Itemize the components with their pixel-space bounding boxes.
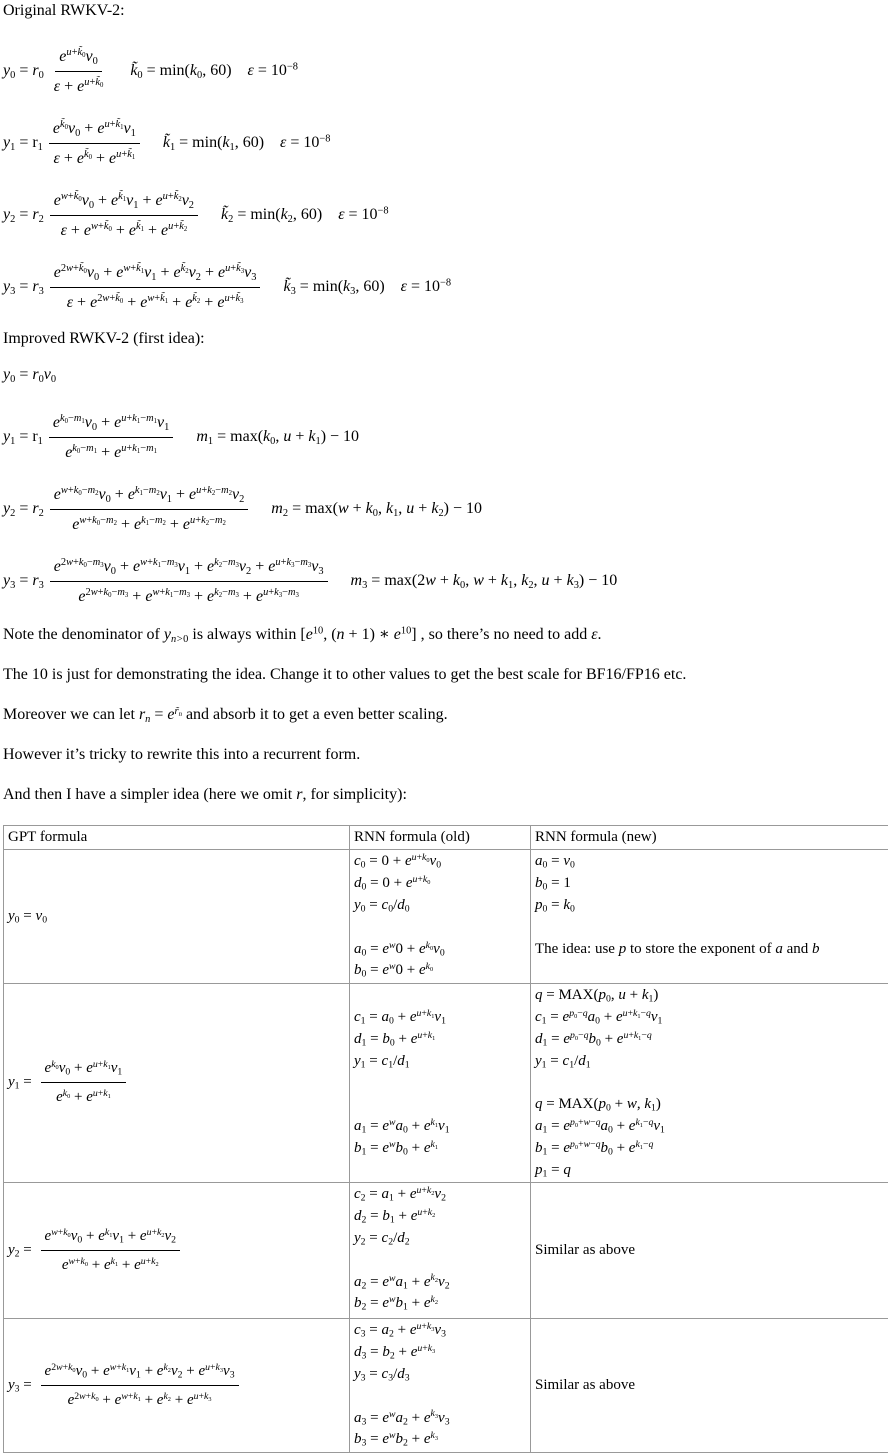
column-header-rnn-formula-old: RNN formula (old) [350,826,531,850]
cell-gpt-y2: $y_2$ = $\frac{e^{w+k_0}v_0 + e^{k_1}v_1 + e^{u+k_2}v_2}{e^{w+k_0} + e^{k_1} + e^{u+k_2}}$ [4,1182,350,1318]
equation-original-y0: $y_0 = r_0$ $\frac{e^{u+k̃_0}v_0}{\varepsilon + e^{u+k̃_0}}$ $k̃_0 = \min(k_0$, 60) $\varepsilon = 10^{-8}$ [3,41,888,101]
table-header-row [4,826,888,850]
cell-gpt-y1: $y_1$ = $\frac{e^{k_0}v_0 + e^{u+k_1}v_1}{e^{k_0} + e^{u+k_1}}$ [4,983,350,1182]
table-row-y0 [4,850,888,984]
cell-rnn-new-y1: $q = MAX(p_0$, $u + k_1$) $c_1 = e^{p_0-q}a_0 + e^{u+k_1-q}v_1$ $d_1 = e^{p_0-q}b_0 + e^{u+k_1-q}$ $y_1 = c_1/d_1$ $q = MAX(p_0 + w$, $k_1$) $a_1 = e^{p_0+w-q}a_0 + e^{k_1-q}v_1$ $b_1 = e^{p_0+w-q}b_0 + e^{k_1-q}$ $p_1 = q$ [531,983,888,1182]
paragraph-denominator-note: Note the denominator of $y_{n>0}$ is always within [$e^{10}$, (n + 1) ∗ $e^{10}$] , so there’s no need to add ε. [3,625,888,645]
cell-rnn-new-y3: Similar as above [531,1318,888,1452]
equation-original-y1: $y_1 = r_1$ $\frac{e^{k̃_0}v_0 + e^{u+k̃_1}v_1}{\varepsilon + e^{k̃_0} + e^{u+k̃_1}}$ $k̃_1 = \min(k_1$, 60) $\varepsilon = 10^{-8}$ [3,113,888,173]
equation-improved-y3: $y_3 = r_3$ $\frac{e^{2w+k_0-m_3}v_0 + e^{w+k_1-m_3}v_1 + e^{k_2-m_3}v_2 + e^{u+k_3-m_3}v_3}{e^{2w+k_0-m_3} + e^{w+k_1-m_3} + e^{k_2-m_3} + e^{u+k_3-m_3}}$ $m_3 = \max(2w + k_0$, $w + k_1$, $k_2$, $u + k_3) - 10$ [3,551,888,611]
table-row-y3 [4,1318,888,1452]
equation-improved-y2: $y_2 = r_2$ $\frac{e^{w+k_0-m_2}v_0 + e^{k_1-m_2}v_1 + e^{u+k_2-m_2}v_2}{e^{w+k_0-m_2} + e^{k_1-m_2} + e^{u+k_2-m_2}}$ $m_2 = \max(w + k_0$, $k_1$, $u + k_2) - 10$ [3,479,888,539]
equation-original-y3: $y_3 = r_3$ $\frac{e^{2w+k̃_0}v_0 + e^{w+k̃_1}v_1 + e^{k̃_2}v_2 + e^{u+k̃_3}v_3}{\varepsilon + e^{2w+k̃_0} + e^{w+k̃_1} + e^{k̃_2} + e^{u+k̃_3}}$ $k̃_3 = \min(k_3$, 60) $\varepsilon = 10^{-8}$ [3,257,888,317]
paragraph-simpler-idea: And then I have a simpler idea (here we omit r, for simplicity): [3,785,888,805]
table-row-y2 [4,1182,888,1318]
cell-rnn-new-y2: Similar as above [531,1182,888,1318]
cell-gpt-y0: $y_0 = v_0$ [4,850,350,984]
cell-rnn-new-y0: $a_0 = v_0$ $b_0 = 1$ $p_0 = k_0$ The idea: use p to store the exponent of a and b [531,850,888,984]
paragraph-tricky-note: However it’s tricky to rewrite this into a recurrent form. [3,745,888,765]
paragraph-absorb-note: Moreover we can let $r_n = e^{r̃_n}$ and absorb it to get a even better scaling. [3,705,888,725]
cell-rnn-old-y2: $c_2 = a_1 + e^{u+k_2}v_2$ $d_2 = b_1 + e^{u+k_2}$ $y_2 = c_2/d_2$ $a_2 = e^wa_1 + e^{k_2}v_2$ $b_2 = e^wb_1 + e^{k_2}$ [350,1182,531,1318]
column-header-rnn-formula-new: RNN formula (new) [531,826,888,850]
cell-rnn-old-y1: $c_1 = a_0 + e^{u+k_1}v_1$ $d_1 = b_0 + e^{u+k_1}$ $y_1 = c_1/d_1$ $a_1 = e^wa_0 + e^{k_1}v_1$ $b_1 = e^wb_0 + e^{k_1}$ [350,983,531,1182]
equation-original-y2: $y_2 = r_2$ $\frac{e^{w+k̃_0}v_0 + e^{k̃_1}v_1 + e^{u+k̃_2}v_2}{\varepsilon + e^{w+k̃_0} + e^{k̃_1} + e^{u+k̃_2}}$ $k̃_2 = \min(k_2$, 60) $\varepsilon = 10^{-8}$ [3,185,888,245]
section-title-improved: Improved RWKV-2 (first idea): [3,329,888,348]
cell-rnn-old-y0: $c_0 = 0 + e^{u+k_0}v_0$ $d_0 = 0 + e^{u+k_0}$ $y_0 = c_0/d_0$ $a_0 = e^w0 + e^{k_0}v_0$ $b_0 = e^w0 + e^{k_0}$ [350,850,531,984]
cell-rnn-old-y3: $c_3 = a_2 + e^{u+k_3}v_3$ $d_3 = b_2 + e^{u+k_3}$ $y_3 = c_3/d_3$ $a_3 = e^wa_2 + e^{k_3}v_3$ $b_3 = e^wb_2 + e^{k_3}$ [350,1318,531,1452]
formula-comparison-table [3,825,888,1453]
cell-gpt-y3: $y_3$ = $\frac{e^{2w+k_0}v_0 + e^{w+k_1}v_1 + e^{k_2}v_2 + e^{u+k_3}v_3}{e^{2w+k_0} + e^{w+k_1} + e^{k_2} + e^{u+k_3}}$ [4,1318,350,1452]
equation-improved-y1: $y_1 = r_1$ $\frac{e^{k_0-m_1}v_0 + e^{u+k_1-m_1}v_1}{e^{k_0-m_1} + e^{u+k_1-m_1}}$ $m_1 = \max(k_0$, $u + k_1) - 10$ [3,407,888,467]
table-row-y1 [4,983,888,1182]
paragraph-scale-note: The 10 is just for demonstrating the idea. Change it to other values to get the best scale for BF16/FP16 etc. [3,665,888,685]
equation-improved-y0: $y_0 = r_0v_0$ [3,365,888,385]
column-header-gpt-formula: GPT formula [4,826,350,850]
section-title-original: Original RWKV-2: [3,1,888,20]
